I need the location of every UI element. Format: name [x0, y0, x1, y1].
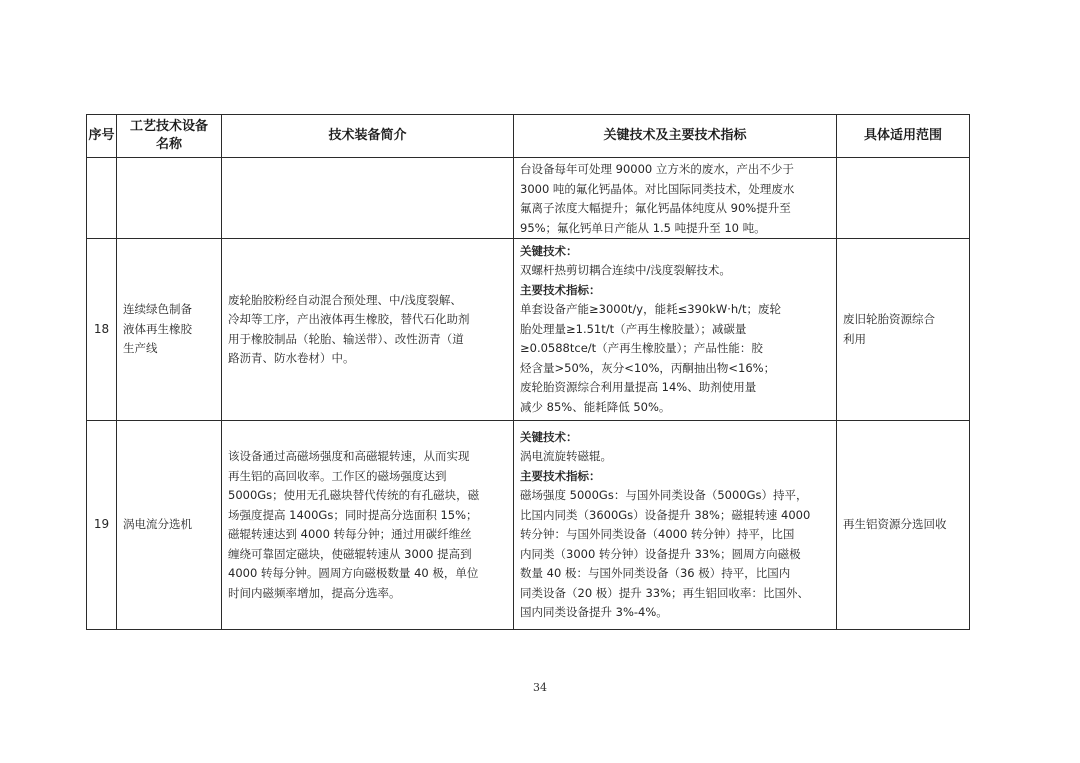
cont-serial-cell — [87, 158, 117, 239]
key-tech-text: 涡电流旋转磁辊。 — [520, 449, 612, 463]
key-tech-label: 关键技术： — [520, 243, 578, 258]
table-row-18 — [87, 239, 970, 421]
page-number: 34 — [533, 681, 547, 694]
header-equipment-name: 工艺技术设备名称 — [117, 115, 222, 158]
cont-line: 95%；氟化钙单日产能从 1.5 吨提升至 10 吨。 — [520, 220, 766, 235]
spec-label: 主要技术指标： — [520, 282, 601, 297]
key-tech-text: 双螺杆热剪切耦合连续中/浅度裂解技术。 — [520, 263, 731, 278]
header-scope: 具体适用范围 — [837, 115, 970, 158]
cont-line: 氟离子浓度大幅提升；氟化钙晶体纯度从 90%提升至 — [520, 201, 791, 215]
cont-intro-cell — [222, 158, 514, 239]
row19-serial-no: 19 — [87, 421, 117, 630]
row18-serial-no: 18 — [87, 239, 117, 421]
header-key-technology: 关键技术及主要技术指标 — [514, 115, 837, 158]
table-row-19 — [87, 421, 970, 630]
row18-equipment-name: 连续绿色制备 液体再生橡胶 生产线 — [117, 239, 222, 421]
row18-key-technology: 关键技术： 双螺杆热剪切耦合连续中/浅度裂解技术。 主要技术指标： 单套设备产能≥3000t/y，能耗≤390kW·h/t；废轮 胎处理量≥1.51t/t（产再生橡胶量）；减碳量 ≥0.0588tce/t（产再生橡胶量）；产品性能：胶 烃含量>50%，灰分<10%，丙酮抽出物<16%； 废轮胎资源综合利用量提高 14%、助剂使用量 减少 85%、能耗降低 50%。 — [514, 239, 837, 421]
cont-line: 台设备每年可处理 90000 立方米的废水，产出不少于 — [520, 162, 794, 176]
row19-introduction: 该设备通过高磁场强度和高磁辊转速，从而实现 再生铝的高回收率。工作区的磁场强度达到 5000Gs；使用无孔磁块替代传统的有孔磁块，磁 场强度提高 1400Gs；同时提高分选面积 15%； 磁辊转速达到 4000 转每分钟；通过用碳纤维丝 缠绕可靠固定磁块，使磁辊转速从 3000 提高到 4000 转每分钟。圆周方向磁极数量 40 极，单位 时间内磁频率增加，提高分选率。 — [222, 421, 514, 630]
cont-key-cell — [514, 158, 837, 239]
table-row-continued — [87, 158, 970, 239]
row19-scope: 再生铝资源分选回收 — [837, 421, 970, 630]
header-introduction: 技术装备简介 — [222, 115, 514, 158]
key-tech-label: 关键技术： — [520, 429, 578, 444]
spec-label: 主要技术指标： — [520, 468, 601, 483]
cont-line: 3000 吨的氟化钙晶体。对比国际同类技术，处理废水 — [520, 181, 795, 196]
row18-introduction: 废轮胎胶粉经自动混合预处理、中/浅度裂解、 冷却等工序，产出液体再生橡胶，替代石化助剂 用于橡胶制品（轮胎、输送带）、改性沥青（道 路沥青、防水卷材）中。 — [222, 239, 514, 421]
header-row — [87, 115, 970, 158]
technology-table — [86, 114, 970, 630]
row19-equipment-name: 涡电流分选机 — [117, 421, 222, 630]
cont-scope-cell — [837, 158, 970, 239]
header-serial-no: 序号 — [87, 115, 117, 158]
row18-scope: 废旧轮胎资源综合 利用 — [837, 239, 970, 421]
row19-key-technology: 关键技术： 涡电流旋转磁辊。 主要技术指标： 磁场强度 5000Gs：与国外同类设备（5000Gs）持平， 比国内同类（3600Gs）设备提升 38%；磁辊转速 4000 转分钟：与国外同类设备（4000 转分钟）持平，比国 内同类（3000 转分钟）设备提升 33%；圆周方向磁极 数量 40 极：与国外同类设备（36 极）持平，比国内 同类设备（20 极）提升 33%；再生铝回收率：比国外、 国内同类设备提升 3%-4%。 — [514, 421, 837, 630]
cont-name-cell — [117, 158, 222, 239]
